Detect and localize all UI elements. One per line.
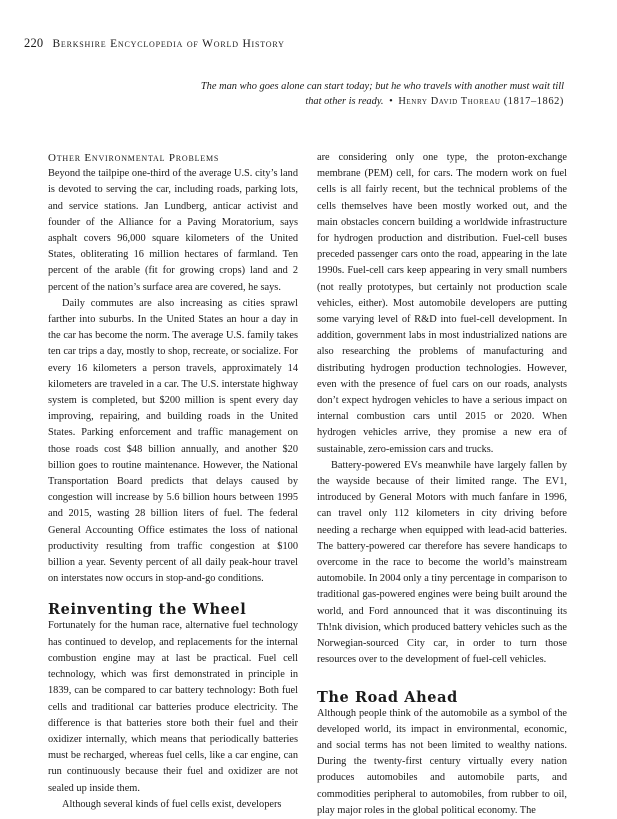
running-header [24, 36, 285, 51]
left-column [48, 150, 298, 813]
paragraph: Daily commutes are also increasing as cities sprawl farther into suburbs. In the United States an hour a day in the car has become the norm. The average U.S. family takes ten car trips a day, mostly to shop, recreate, or socialize. For every 16 kilometers a person travels, approximately 14 kilometers are traveled in a car. The U.S. interstate highway system is completed, but $200 million is spent every day improving, repairing, and building roads in the United States. Parking enforcement and traffic management on those roads cost $48 billion annually, and another $20 billion goes to routine maintenance. However, the National Transportation Board predicts that delays caused by congestion will increase by 5.6 billion hours between 1995 and 2015, wasting 28 billion liters of fuel. The federal General Accounting Office estimates the loss of national productivity resulting from traffic congestion at $100 billion a year. Seventy percent of all daily peak-hour travel on interstates now occurs in stop-and-go conditions. [48, 297, 298, 585]
heading-reinventing-the-wheel: Reinventing the Wheel [48, 601, 247, 619]
quote-author: Henry David Thoreau (1817–1862) [398, 95, 564, 107]
page-number: 220 [24, 36, 44, 50]
quote-text: The man who goes alone can start today; but he who travels with another must wait till that other is ready. [200, 81, 564, 107]
paragraph: Fortunately for the human race, alternative fuel technology has continued to develop, and replacements for the internal combustion engine may at last be practical. Fuel cell technology, which was first demonstrated in principle in 1839, can be compared to car battery technology: Both fuel cells and traditional car batteries produce electricity. The difference is that batteries store both their fuel and their oxidizer internally, which means that periodically batteries must be recharged, whereas fuel cells, like a car engine, can run continuously because their fuel and oxidizer are not sealed up inside them. [48, 620, 298, 794]
paragraph: Beyond the tailpipe one-third of the average U.S. city’s land is devoted to serving the car, including roads, parking lots, and service stations. Jan Lundberg, anticar activist and founder of the Alliance for a Paving Moratorium, says asphalt covers 96,000 square kilometers of the United States, obliterating 16 million hectares of farmland. Ten percent of the arable (fit for growing crops) land and 2 percent of the nation’s surface area are covered, he says. [48, 168, 298, 293]
paragraph: Battery-powered EVs meanwhile have largely fallen by the wayside because of their limited range. The EV1, introduced by General Motors with much fanfare in 1996, can travel only 112 kilometers in city driving before needing a recharge when equipped with lead-acid batteries. The battery-powered car therefore has severe handicaps to overcome in the race to become the world’s mainstream automobile. In 2004 only a tiny percentage in comparison to traditional gas-powered engines were being built around the world, and Ford announced that it was discontinuing its Th!nk division, which produced battery vehicles such as the Norwegian-sourced City car, in order to turn those resources over to the development of fuel-cell vehicles. [317, 459, 567, 666]
epigraph-quote [196, 80, 564, 109]
paragraph: Although people think of the automobile as a symbol of the developed world, its impact in environmental, economic, and social terms has not been limited to wealthy nations. During the twenty-first century virtually every nation produces automobiles and automobile parts, and commodities peripheral to automobiles, from rubber to oil, play major roles in the global political economy. The [317, 707, 567, 816]
heading-the-road-ahead: The Road Ahead [317, 688, 458, 706]
right-column [317, 150, 567, 819]
subheading-other-environmental-problems: Other Environmental Problems [48, 152, 220, 164]
paragraph-continued: are considering only one type, the proton-exchange membrane (PEM) cell, for cars. The modern work on fuel cells is all fairly recent, but the technical problems of the cells themselves have been mostly worked out, and the main obstacles concern building a worldwide infrastructure for hydrogen production and distribution. Fuel-cell buses preceded passenger cars onto the road, appearing in the late 1990s. Fuel-cell cars keep appearing in very small numbers (not really prototypes, but certainly not production scale vehicles, either). Most automobile developers are putting some varying level of R&D into fuel-cell development. In addition, government labs in most industrialized nations are also researching the problems of manufacturing and distributing hydrogen production technologies. However, even with the presence of fuel cars on our roads, analysts don’t expect hydrogen vehicles to have a serious impact on internal combustion cars until 2015 or 2020. When hydrogen vehicles arrive, they promise a new era of sustainable, zero-emission cars and trucks. [317, 152, 567, 455]
running-title: Berkshire Encyclopedia of World History [52, 38, 285, 50]
quote-bullet: • [389, 95, 393, 107]
paragraph: Although several kinds of fuel cells exist, developers [62, 798, 282, 810]
